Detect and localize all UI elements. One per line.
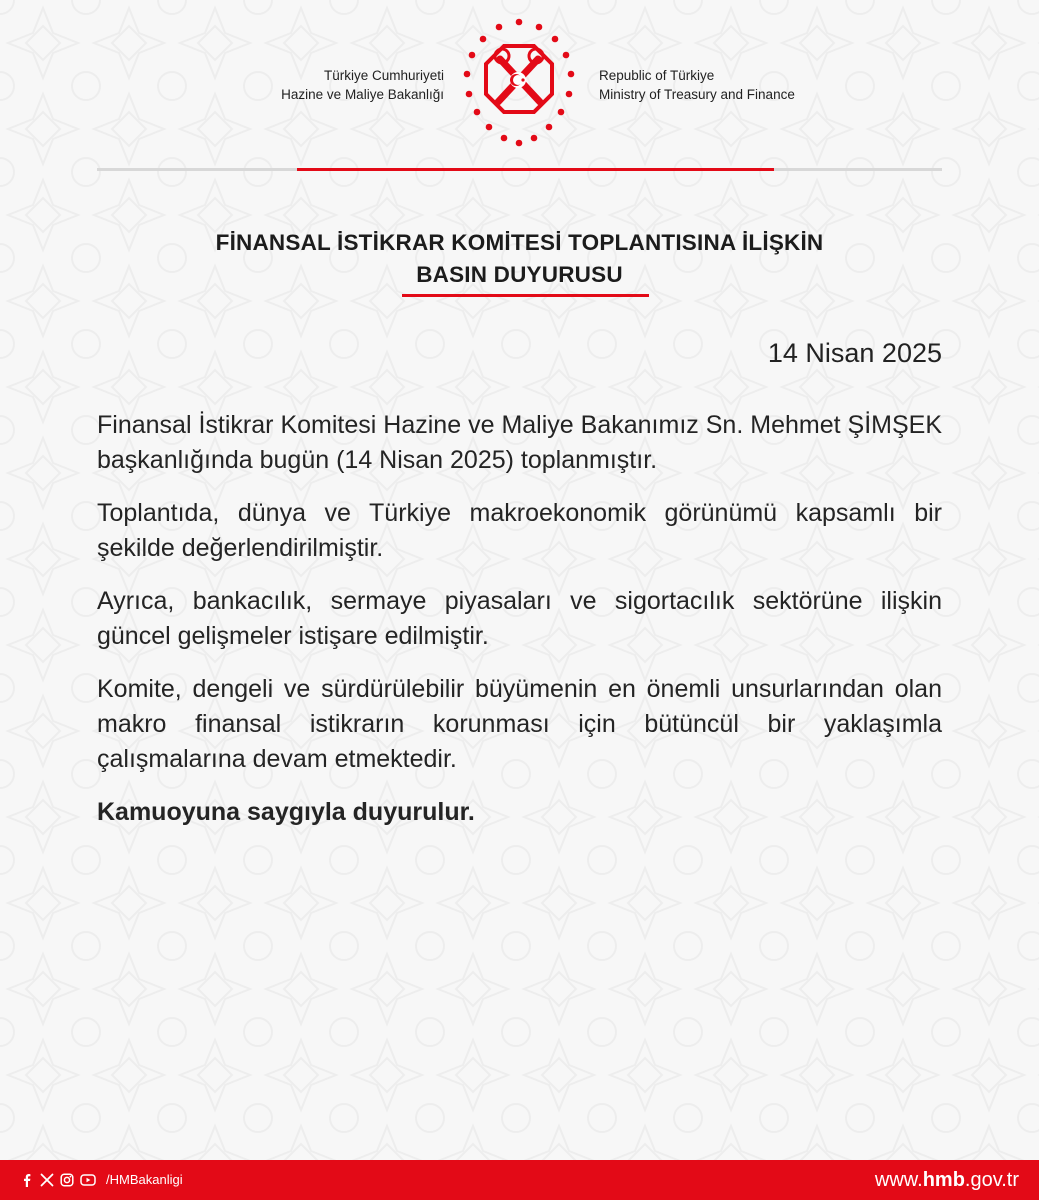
ministry-emblem-icon bbox=[452, 14, 587, 159]
org-tr-line1: Türkiye Cumhuriyeti bbox=[323, 68, 444, 83]
website-domain: hmb bbox=[922, 1169, 965, 1191]
paragraph: Ayrıca, bankacılık, sermaye piyasaları ve sigortacılık sektörüne ilişkin güncel gelişmeler istişare edilmiştir. bbox=[97, 587, 942, 650]
website-link[interactable] bbox=[875, 1169, 1019, 1192]
x-icon[interactable] bbox=[40, 1173, 54, 1187]
title-underline bbox=[402, 294, 649, 297]
youtube-icon[interactable] bbox=[80, 1173, 96, 1187]
org-en-line1: Republic of Türkiye bbox=[599, 68, 715, 83]
footer-bar bbox=[0, 1160, 1039, 1200]
title-line1: FİNANSAL İSTİKRAR KOMİTESİ TOPLANTISINA İLİŞKİN bbox=[215, 230, 824, 255]
page-title bbox=[0, 227, 1039, 291]
announcement-date: 14 Nisan 2025 bbox=[767, 338, 942, 368]
title-line2: BASIN DUYURUSU bbox=[416, 262, 623, 287]
announcement-body bbox=[97, 408, 942, 848]
org-name-tr bbox=[281, 66, 444, 104]
org-en-line2: Ministry of Treasury and Finance bbox=[599, 87, 795, 102]
paragraph: Komite, dengeli ve sürdürülebilir büyümenin en önemli unsurlarından olan makro finansal istikrarın korunması için bütüncül bir yaklaşımla çalışmalarına devam etmektedir. bbox=[97, 675, 942, 773]
header-divider bbox=[97, 168, 942, 171]
social-handle[interactable]: /HMBakanligi bbox=[106, 1172, 183, 1187]
facebook-icon[interactable] bbox=[20, 1173, 34, 1187]
org-tr-line2: Hazine ve Maliye Bakanlığı bbox=[281, 87, 444, 102]
letterhead bbox=[0, 0, 1039, 175]
website-prefix: www. bbox=[874, 1169, 923, 1191]
paragraph: Toplantıda, dünya ve Türkiye makroekonomik görünümü kapsamlı bir şekilde değerlendirilmiştir. bbox=[97, 499, 942, 562]
closing-statement: Kamuoyuna saygıyla duyurulur. bbox=[97, 798, 475, 826]
social-links bbox=[20, 1172, 183, 1187]
org-name-en bbox=[599, 66, 795, 104]
instagram-icon[interactable] bbox=[60, 1173, 74, 1187]
header-divider-accent bbox=[297, 168, 774, 171]
paragraph: Finansal İstikrar Komitesi Hazine ve Maliye Bakanımız Sn. Mehmet ŞİMŞEK başkanlığında bugün (14 Nisan 2025) toplanmıştır. bbox=[97, 411, 942, 474]
website-suffix: .gov.tr bbox=[964, 1169, 1019, 1191]
